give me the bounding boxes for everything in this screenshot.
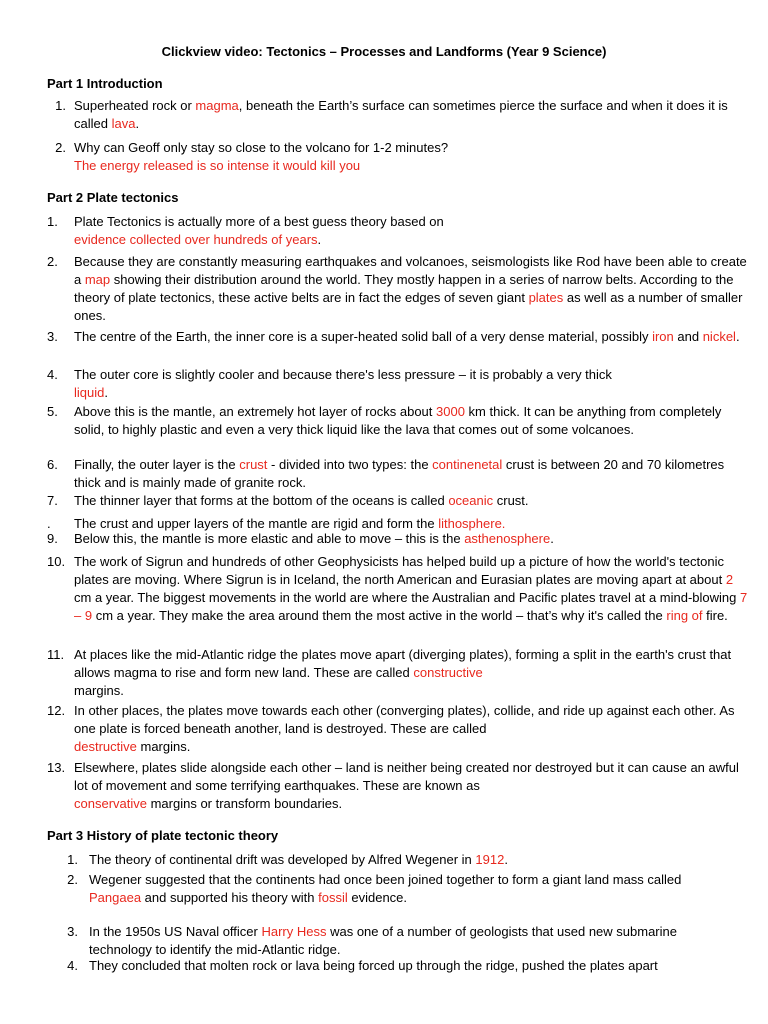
question-text: Because they are constantly measuring earthquakes and volcanoes, seismologists like Rod have been able to create a bbox=[74, 254, 747, 287]
item-text bbox=[89, 851, 729, 869]
item-text bbox=[74, 553, 752, 625]
answer-text: 7 – 9 bbox=[74, 590, 748, 623]
question-text: cm a year. The biggest movements in the world are where the Australian and Pacific plates travel at a mind-blowing bbox=[74, 590, 740, 605]
question-text: km thick. It can be anything from completely solid, to highly plastic and even a very thick liquid like the lava that comes out of some volcanoes. bbox=[74, 404, 722, 437]
question-text: At places like the mid-Atlantic ridge the plates move apart (diverging plates), forming a split in the earth's crust that allows magma to rise and form new land. These are called bbox=[74, 647, 732, 680]
item-text bbox=[74, 253, 752, 325]
answer-text: map bbox=[84, 272, 111, 287]
answer-text: Pangaea bbox=[89, 890, 142, 905]
item-number: 1. bbox=[67, 852, 78, 867]
part1-heading: Part 1 Introduction bbox=[47, 76, 163, 91]
item-number: 11. bbox=[47, 647, 65, 662]
question-text: The outer core is slightly cooler and because there's less pressure – it is probably a very thick bbox=[74, 367, 612, 382]
question-text: . bbox=[735, 329, 740, 344]
question-text: Superheated rock or bbox=[74, 98, 196, 113]
item-text bbox=[74, 492, 752, 510]
answer-text: iron bbox=[652, 329, 674, 344]
question-text: . bbox=[317, 232, 322, 247]
answer-text: evidence collected over hundreds of years bbox=[74, 232, 318, 247]
item-number: 3. bbox=[47, 329, 58, 344]
answer-text: constructive bbox=[413, 665, 483, 680]
question-text: Finally, the outer layer is the bbox=[74, 457, 240, 472]
item-text bbox=[89, 923, 729, 959]
item-number: 2. bbox=[67, 872, 78, 887]
item-text bbox=[74, 646, 752, 700]
item-number: 5. bbox=[47, 404, 58, 419]
question-text: - divided into two types: the bbox=[267, 457, 433, 472]
answer-text: conservative bbox=[74, 796, 147, 811]
item-number: 1. bbox=[55, 98, 66, 113]
answer-text: nickel bbox=[702, 329, 736, 344]
item-text bbox=[89, 957, 729, 975]
item-number: 6. bbox=[47, 457, 58, 472]
question-text: In other places, the plates move towards each other (converging plates), collide, and ride up against each other. As one plate is forced beneath another, land is destroyed. These are called bbox=[74, 703, 735, 736]
item-text bbox=[74, 213, 752, 249]
answer-text: destructive bbox=[74, 739, 137, 754]
item-text bbox=[89, 871, 729, 907]
question-text: The work of Sigrun and hundreds of other Geophysicists has helped build up a picture of how the world's tectonic plates are moving. Where Sigrun is in Iceland, the north American and Eurasian plates are moving apart at about bbox=[74, 554, 726, 587]
item-number: 1. bbox=[47, 214, 58, 229]
answer-text: 3000 bbox=[436, 404, 465, 419]
question-text: They concluded that molten rock or lava being forced up through the ridge, pushed the plates apart bbox=[89, 958, 658, 973]
item-text bbox=[74, 403, 752, 439]
part2-heading: Part 2 Plate tectonics bbox=[47, 190, 179, 205]
question-text: The thinner layer that forms at the bottom of the oceans is called bbox=[74, 493, 449, 508]
question-text: In the 1950s US Naval officer bbox=[89, 924, 262, 939]
answer-text: plates bbox=[528, 290, 564, 305]
question-text: evidence. bbox=[347, 890, 408, 905]
item-number: 3. bbox=[67, 924, 78, 939]
question-text: . bbox=[550, 531, 554, 546]
question-text: crust. bbox=[493, 493, 529, 508]
answer-text: fossil bbox=[318, 890, 348, 905]
question-text: Why can Geoff only stay so close to the volcano for 1-2 minutes? bbox=[74, 140, 449, 155]
question-text: . bbox=[504, 852, 508, 867]
item-text bbox=[74, 139, 752, 175]
item-number: 13. bbox=[47, 760, 66, 775]
item-text bbox=[74, 456, 752, 492]
question-text: The centre of the Earth, the inner core is a super-heated solid ball of a very dense material, possibly bbox=[74, 329, 653, 344]
question-text: and supported his theory with bbox=[141, 890, 319, 905]
answer-text: The energy released is so intense it would kill you bbox=[74, 158, 361, 173]
answer-text: asthenosphere bbox=[464, 531, 551, 546]
item-number: 2. bbox=[47, 254, 58, 269]
answer-text: Harry Hess bbox=[261, 924, 327, 939]
question-text: Plate Tectonics is actually more of a best guess theory based on bbox=[74, 214, 444, 229]
question-text: margins. bbox=[74, 683, 124, 698]
question-text: margins or transform boundaries. bbox=[146, 796, 343, 811]
item-text bbox=[74, 97, 752, 133]
answer-text: crust bbox=[239, 457, 268, 472]
answer-text: liquid bbox=[74, 385, 105, 400]
question-text: showing their distribution around the world. They mostly happen in a series of narrow belts. According to the theory of plate tectonics, these active belts are in fact the edges of seven giant bbox=[74, 272, 734, 305]
answer-text: 2 bbox=[725, 572, 734, 587]
document-title: Clickview video: Tectonics – Processes and Landforms (Year 9 Science) bbox=[161, 44, 607, 59]
answer-text: continenetal bbox=[432, 457, 503, 472]
question-text: , beneath the Earth’s surface can sometimes pierce the surface and when it does it is called bbox=[74, 98, 728, 131]
item-text bbox=[74, 366, 752, 402]
answer-text: lithosphere. bbox=[438, 516, 506, 531]
answer-text: oceanic bbox=[448, 493, 494, 508]
question-text: was one of a number of geologists that used new submarine technology to identify the mid-Atlantic ridge. bbox=[89, 924, 677, 957]
item-number: 2. bbox=[55, 140, 66, 155]
question-text: and bbox=[673, 329, 703, 344]
question-text: crust is between 20 and 70 kilometres thick and is mainly made of granite rock. bbox=[74, 457, 725, 490]
item-number: 4. bbox=[67, 958, 78, 973]
question-text: Above this is the mantle, an extremely hot layer of rocks about bbox=[74, 404, 437, 419]
question-text: . bbox=[135, 116, 140, 131]
question-text: The theory of continental drift was developed by Alfred Wegener in bbox=[89, 852, 476, 867]
question-text: cm a year. They make the area around them the most active in the world – that’s why it's called the bbox=[92, 608, 667, 623]
item-number: 9. bbox=[47, 531, 58, 546]
answer-text: 1912 bbox=[475, 852, 505, 867]
question-text: margins. bbox=[136, 739, 191, 754]
item-number: 10. bbox=[47, 554, 66, 569]
item-number: . bbox=[47, 516, 51, 531]
question-text: . bbox=[104, 385, 108, 400]
item-number: 4. bbox=[47, 367, 58, 382]
question-text: The crust and upper layers of the mantle are rigid and form the bbox=[74, 516, 439, 531]
part3-heading: Part 3 History of plate tectonic theory bbox=[47, 828, 279, 843]
answer-text: lava bbox=[111, 116, 136, 131]
item-text bbox=[74, 530, 752, 548]
item-number: 12. bbox=[47, 703, 66, 718]
answer-text: magma bbox=[195, 98, 239, 113]
item-text bbox=[74, 328, 752, 346]
question-text: Elsewhere, plates slide alongside each other – land is neither being created nor destroyed but it can cause an awful lot of movement and some terrifying earthquakes. These are known as bbox=[74, 760, 739, 793]
item-text bbox=[74, 759, 752, 813]
answer-text: ring of bbox=[666, 608, 703, 623]
item-number: 7. bbox=[47, 493, 58, 508]
question-text: Below this, the mantle is more elastic and able to move – this is the bbox=[74, 531, 465, 546]
question-text: Wegener suggested that the continents had once been joined together to form a giant land mass called bbox=[89, 872, 682, 887]
item-text bbox=[74, 702, 752, 756]
question-text: as well as a number of smaller ones. bbox=[74, 290, 743, 323]
question-text: fire. bbox=[702, 608, 728, 623]
